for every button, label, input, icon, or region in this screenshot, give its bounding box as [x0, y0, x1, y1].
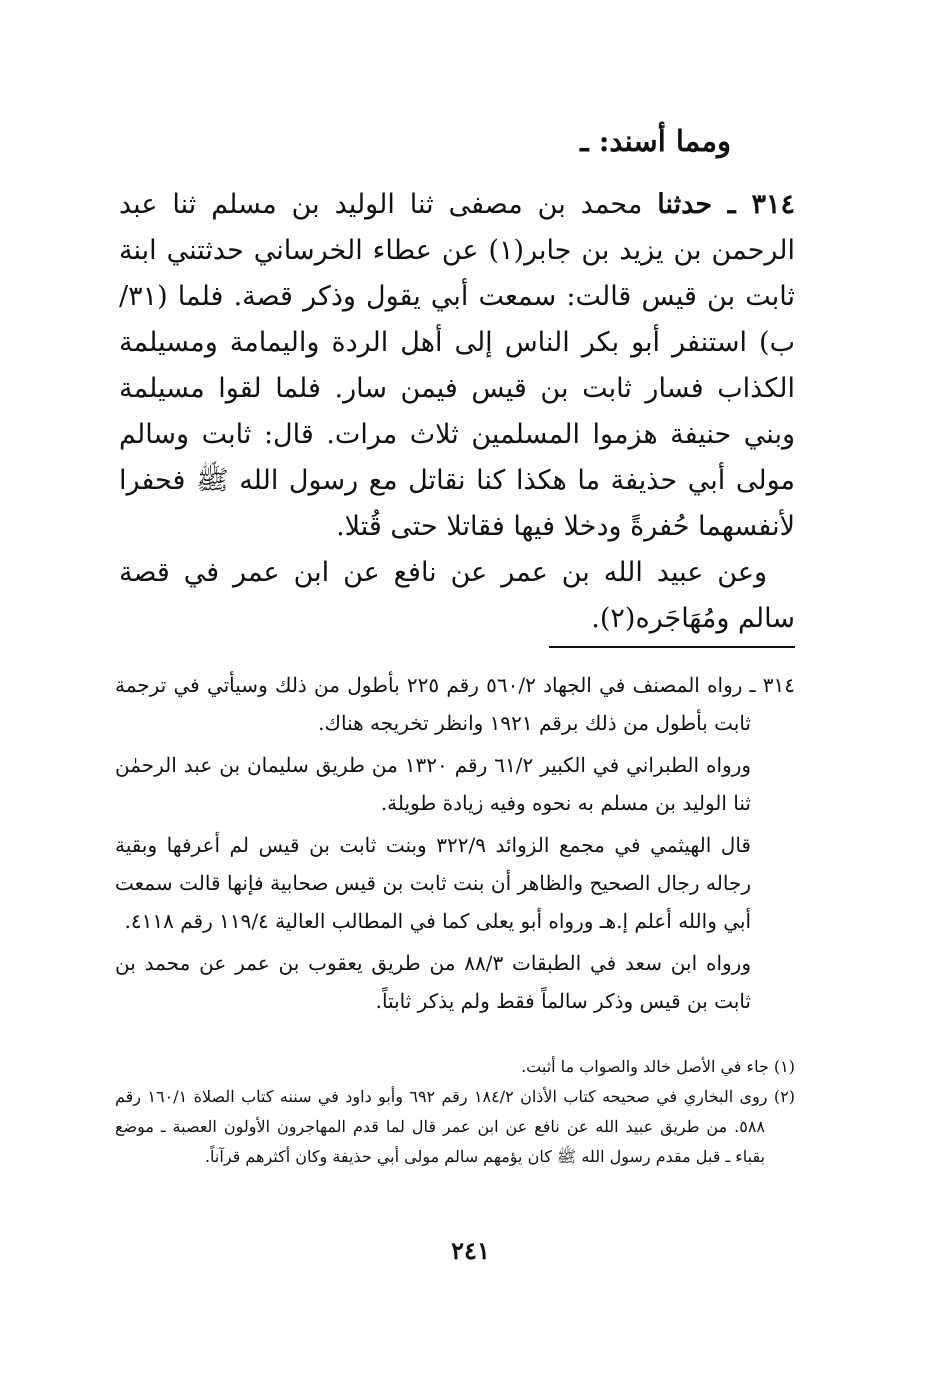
footnote-haythami: قال الهيثمي في مجمع الزوائد ٣٢٢/٩ وبنت ثابت بن قيس لم أعرفها وبقية رجاله رجال الصحيح والظاهر أن بنت ثابت بن قيس صحابية فإنها قالت سمعت أبي والله أعلم إ.هـ ورواه أبو يعلى كما في المطالب العالية ١١٩/٤ رقم ٤١١٨.	[115, 833, 751, 933]
footnote-ibn-saad: ورواه ابن سعد في الطبقات ٨٨/٣ من طريق يعقوب بن عمر عن محمد بن ثابت بن قيس وذكر سالماً فقط ولم يذكر ثابتاً.	[115, 951, 751, 1013]
hadith-paragraph-1	[119, 182, 795, 550]
hadith-text	[119, 182, 795, 642]
footnotes	[115, 666, 795, 1020]
hadith-number: ٣١٤ ـ حدثنا	[657, 189, 795, 220]
hadith-paragraph-1-text: محمد بن مصفى ثنا الوليد بن مسلم ثنا عبد الرحمن بن يزيد بن جابر(١) عن عطاء الخرساني حدثتني ابنة ثابت بن قيس قالت: سمعت أبي يقول وذكر قصة. فلما (٣١/ب) استنفر أبو بكر الناس إلى أهل الردة واليمامة ومسيلمة الكذاب فسار ثابت بن قيس فيمن سار. فلما لقوا مسيلمة وبني حنيفة هزموا المسلمين ثلاث مرات. قال: ثابت وسالم مولى أبي حذيفة ما هكذا كنا نقاتل مع رسول الله ﷺ فحفرا لأنفسهما حُفرةً ودخلا فيها فقاتلا حتى قُتلا.	[119, 189, 796, 542]
page-number: ٢٤١	[451, 1236, 490, 1265]
note-1: (١) جاء في الأصل خالد والصواب ما أثبت.	[521, 1057, 795, 1076]
footnote-divider	[549, 646, 795, 648]
hadith-paragraph-2: وعن عبيد الله بن عمر عن نافع عن ابن عمر في قصة سالم ومُهَاجَره(٢).	[119, 557, 795, 634]
note-2: (٢) روى البخاري في صحيحه كتاب الأذان ١٨٤/٢ رقم ٦٩٢ وأبو داود في سننه كتاب الصلاة ١٦٠/١ رقم ٥٨٨. من طريق عبيد الله عن نافع عن ابن عمر قال لما قدم المهاجرون الأولون العصبة ـ موضع بقباء ـ قبل مقدم رسول الله ﷺ كان يؤمهم سالم مولى أبي حذيفة وكان أكثرهم قرآناً.	[115, 1087, 796, 1166]
footnote-tabarani: ورواه الطبراني في الكبير ٦١/٢ رقم ١٣٢٠ من طريق سليمان بن عبد الرحمٰن ثنا الوليد بن مسلم به نحوه وفيه زيادة طويلة.	[115, 753, 752, 815]
footnote-314: ٣١٤ ـ رواه المصنف في الجهاد ٥٦٠/٢ رقم ٢٢٥ بأطول من ذلك وسيأتي في ترجمة ثابت بأطول من ذلك برقم ١٩٢١ وانظر تخريجه هناك.	[115, 673, 795, 735]
numbered-notes	[115, 1052, 795, 1172]
section-heading: ومما أسند: ـ	[580, 124, 731, 158]
